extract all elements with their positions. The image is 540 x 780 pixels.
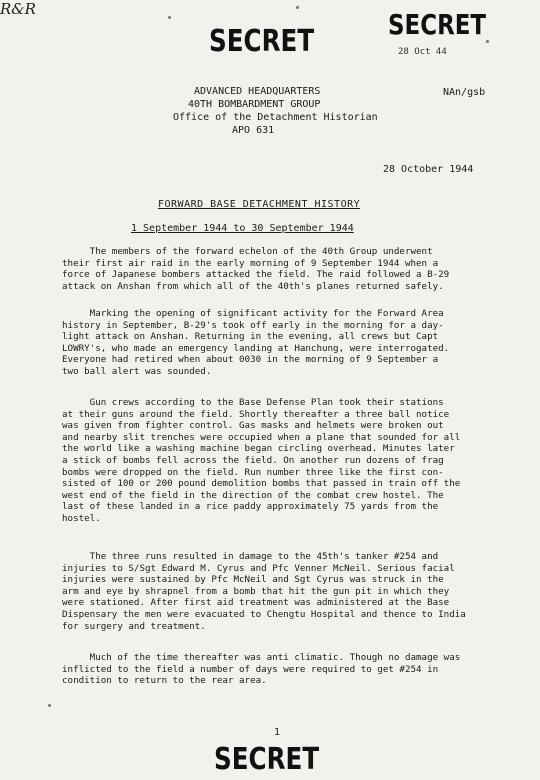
paragraph-line: at their guns around the field. Shortly thereafter a three ball notice [62,408,450,420]
paragraph [62,551,510,632]
header-unit-line2: 40TH BOMBARDMENT GROUP [188,99,321,110]
paragraph-line: inflicted to the field a number of days were required to get #254 in [62,663,439,675]
paragraph-line: and nearby slit trenches were occupied when a plane that sounded for all [62,431,461,443]
handwritten-initials: R&R [0,0,36,18]
paragraph [62,397,510,525]
paragraph-line: injuries were sustained by Pfc McNeil and Sgt Cyrus was struck in the [62,574,444,586]
paragraph-line: The three runs resulted in damage to the 45th's tanker #254 and [62,551,439,562]
paragraph-line: The members of the forward echelon of the 40th Group underwent [62,246,433,257]
paragraph-line: attack on Anshan from which all of the 40th's planes returned safely. [62,280,444,292]
paragraph-line: bombs were dropped on the field. Run number three like the first con- [62,466,444,478]
paragraph-line: light attack on Anshan. Returning in the evening, all crews but Capt [62,331,439,343]
paragraph-line: for surgery and treatment. [62,620,206,632]
paragraph-line: arm and eye by shrapnel from a bomb that hit the gun pit in which they [62,585,450,597]
document-period: 1 September 1944 to 30 September 1944 [131,223,354,234]
paragraph-line: Everyone had retired when about 0030 in the morning of 9 September a [62,354,439,366]
paragraph-line: were stationed. After first aid treatment was administered at the Base [62,597,450,609]
scan-speck [296,6,299,9]
scan-speck [48,704,51,707]
header-office-line: Office of the Detachment Historian [173,112,378,123]
paragraph-line: two ball alert was sounded. [62,365,212,377]
paragraph-line: Gun crews according to the Base Defense Plan took their stations [62,397,444,408]
corner-date: 28 Oct 44 [398,47,447,57]
paragraph-line: their first air raid in the early morning of 9 September 1944 when a [62,257,439,269]
paragraph-line: history in September, B-29's took off early in the morning for a day- [62,319,444,331]
paragraph-line: injuries to S/Sgt Edward M. Cyrus and Pfc Venner McNeil. Serious facial [62,562,455,574]
paragraph-line: sisted of 100 or 200 pound demolition bombs that passed in train off the [62,478,461,490]
paragraph [62,246,510,292]
paragraph-line: condition to return to the rear area. [62,675,267,687]
paragraph-line: LOWRY's, who made an emergency landing at Hanchung, were interrogated. [62,342,450,354]
scan-speck [486,40,489,43]
header-apo-line: APO 631 [232,125,275,136]
document-date: 28 October 1944 [383,164,474,175]
paragraph-line: west end of the field in the direction of the combat crew hostel. The [62,489,444,501]
classification-stamp-bottom: SECRET [214,742,320,777]
paragraph-line: Much of the time thereafter was anti climatic. Though no damage was [62,652,461,663]
reference-code: NAn/gsb [443,87,486,98]
paragraph [62,652,510,687]
paragraph-line: was given from fighter control. Gas masks and helmets were broken out [62,420,444,432]
paragraph-line: Marking the opening of significant activity for the Forward Area [62,308,444,319]
header-unit-line1: ADVANCED HEADQUARTERS [194,86,321,97]
paragraph-line: last of these landed in a rice paddy approximately 75 yards from the [62,501,439,513]
paragraph-line: force of Japanese bombers attacked the field. The raid followed a B-29 [62,269,450,281]
page-number: 1 [274,727,281,738]
paragraph [62,308,510,378]
classification-stamp-top: SECRET [209,24,315,59]
paragraph-line: the world like a washing machine began circling overhead. Minutes later [62,443,455,455]
classification-stamp-corner: SECRET [388,8,487,41]
paragraph-line: hostel. [62,512,101,524]
document-title: FORWARD BASE DETACHMENT HISTORY [158,199,361,210]
paragraph-line: a stick of bombs fell across the field. On another run dozens of frag [62,454,444,466]
paragraph-line: Dispensary the men were evacuated to Chengtu Hospital and thence to India [62,608,466,620]
scan-speck [168,16,171,19]
